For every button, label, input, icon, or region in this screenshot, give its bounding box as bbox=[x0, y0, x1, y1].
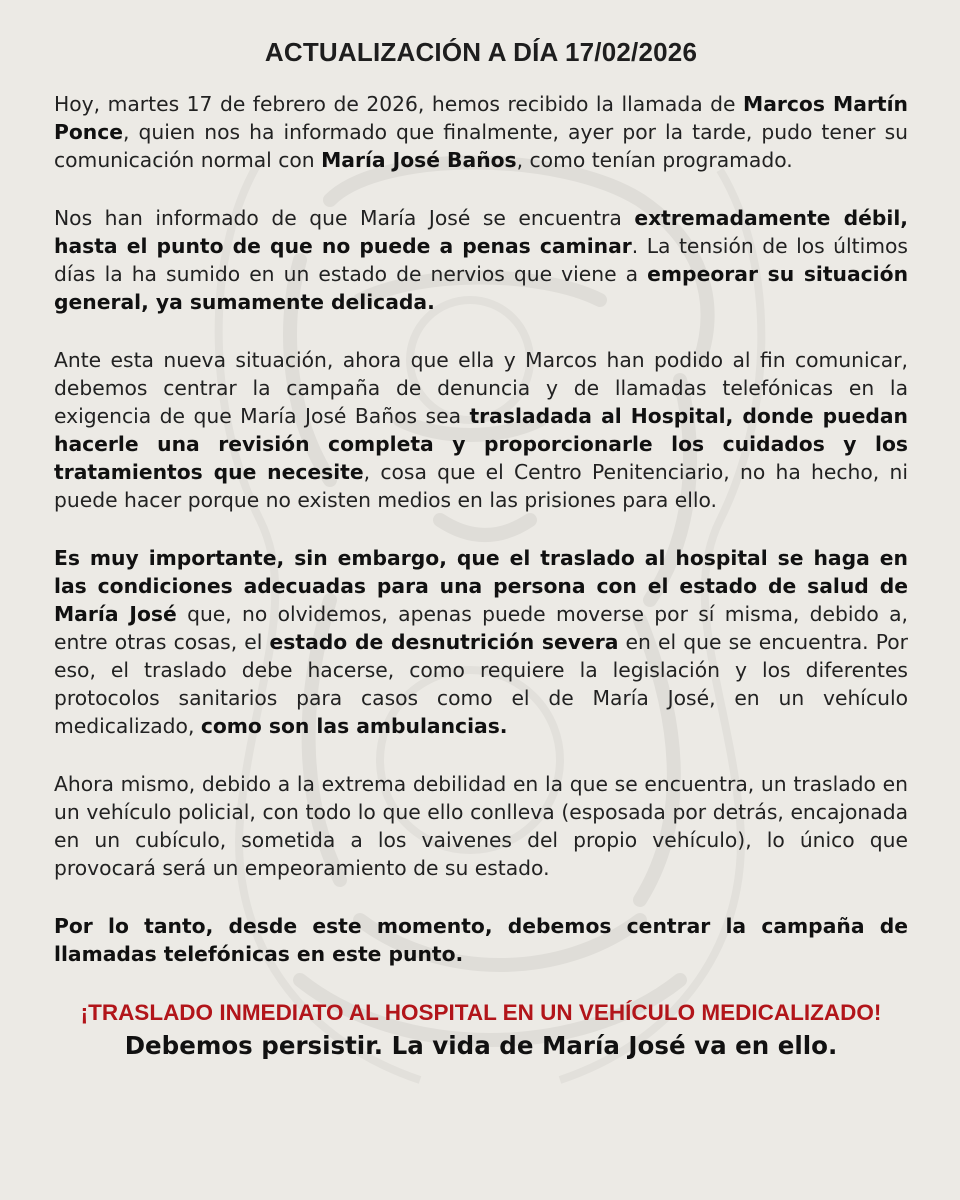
paragraph-2: Nos han informado de que María José se encuentra extremadamente débil, hasta el punto de que no puede a penas caminar. La tensión de los últimos días la ha sumido en un estado de nervios que viene a empeorar su situación general, ya sumamente delicada. bbox=[54, 206, 909, 314]
paragraph-5: Ahora mismo, debido a la extrema debilidad en la que se encuentra, un traslado en un vehículo policial, con todo lo que ello conlleva (esposada por detrás, encajonada en un cubículo, sometida a los vaivenes del propio vehículo), lo único que provocará será un empeoramiento de su estado. bbox=[54, 772, 908, 880]
page-title: ACTUALIZACIÓN A DÍA 17/02/2026 bbox=[264, 37, 698, 67]
slogan-red: ¡TRASLADO INMEDIATO AL HOSPITAL EN UN VEHÍCULO MEDICALIZADO! bbox=[80, 1000, 882, 1025]
closing-line: Debemos persistir. La vida de María José va en ello. bbox=[124, 1031, 838, 1060]
paragraph-3: Ante esta nueva situación, ahora que ella y Marcos han podido al fin comunicar, debemos centrar la campaña de denuncia y de llamadas telefónicas en la exigencia de que María José Baños sea trasladada al Hospital, donde puedan hacerle una revisión completa y proporcionarle los cuidados y los tratamientos que necesite, cosa que el Centro Penitenciario, no ha hecho, ni puede hacer porque no existen medios en las prisiones para ello. bbox=[54, 348, 908, 512]
document-body bbox=[54, 34, 908, 1062]
paragraph-6: Por lo tanto, desde este momento, debemos centrar la campaña de llamadas telefónicas en este punto. bbox=[54, 914, 908, 966]
paragraph-4: Es muy importante, sin embargo, que el traslado al hospital se haga en las condiciones adecuadas para una persona con el estado de salud de María José que, no olvidemos, apenas puede moverse por sí misma, debido a, entre otras cosas, el estado de desnutrición severa en el que se encuentra. Por eso, el traslado debe hacerse, como requiere la legislación y los diferentes protocolos sanitarios para casos como el de María José, en un vehículo medicalizado, como son las ambulancias. bbox=[54, 546, 908, 738]
paragraph-1: Hoy, martes 17 de febrero de 2026, hemos recibido la llamada de Marcos Martín Ponce, quien nos ha informado que finalmente, ayer por la tarde, pudo tener su comunicación normal con María José Baños, como tenían programado. bbox=[54, 92, 908, 172]
